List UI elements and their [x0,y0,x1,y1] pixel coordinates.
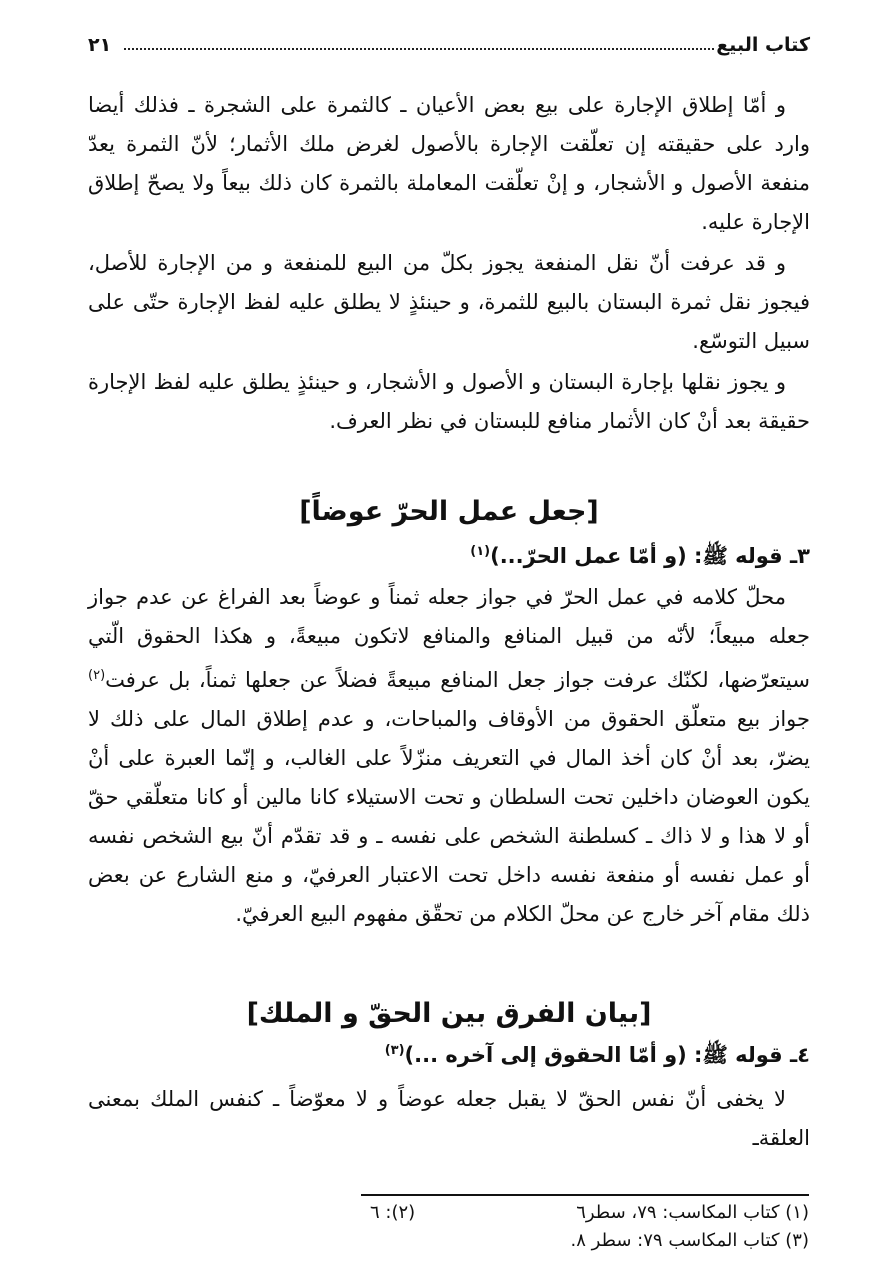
footnote: (٣) كتاب المكاسب ٧٩: سطر ٨. [570,1230,809,1251]
book-title: كتاب البيع [716,34,810,56]
section-text [88,578,810,934]
paragraph-part: محلّ كلامه في عمل الحرّ في جواز جعله ثمناً و عوضاً بعد الفراغ عن عدم جواز جعله مبيعاً؛ لأنّه من قبيل المنافع والمنافع لاتكون مبيعةً، و هكذا الحقوق الّتي سيتعرّضها، لكنّك عرفت جواز جعل المنافع مبيعةً فضلاً عن جعلها ثمناً، بل عرفت [88,585,810,692]
footnote-ref: (٣) [384,1043,405,1058]
intro-text [88,86,810,441]
section-heading: [جعل عمل الحرّ عوضاً] [299,496,599,527]
quote-label: ٣ـ قوله ﷺ: (و أمّا عمل الحرّ...) [490,544,810,568]
running-header [88,30,810,60]
header-dot-leader [124,48,714,50]
page-number: ٢١ [88,34,112,56]
footnote-rule [361,1194,809,1196]
paragraph: و أمّا إطلاق الإجارة على بيع بعض الأعيان ـ كالثمرة على الشجرة ـ فذلك أيضا وارد على حقيقته إن تعلّقت الإجارة بالأصول لغرض ملك الأثمار؛ لأنّ الثمرة يعدّ منفعة الأصول و الأشجار، و إنْ تعلّقت المعاملة بالثمرة كان ذلك بيعاً ولا يصحّ إطلاق الإجارة عليه. [88,93,810,234]
paragraph: و قد عرفت أنّ نقل المنفعة يجوز بكلّ من البيع للمنفعة و من الإجارة للأصل، فيجوز نقل ثمرة البستان بالبيع للثمرة، و حينئذٍ لا يطلق عليه لفظ الإجارة حتّى على سبيل التوسّع. [88,251,810,353]
section-text [88,1080,810,1158]
quote-line [88,1042,810,1073]
quote-label: ٤ـ قوله ﷺ: (و أمّا الحقوق إلى آخره ...) [404,1043,810,1067]
footnote: (٢): ٦ [370,1202,416,1223]
quote-line [88,543,810,574]
paragraph-part: جواز بيع متعلّق الحقوق من الأوقاف والمباحات، و عدم إطلاق المال على ذلك لا يضرّ، بعد أنْ كان أخذ المال في التعريف منزّلاً على الغالب، و إنّما العبرة على أنْ يكون العوضان داخلين تحت السلطان و تحت الاستيلاء كانا مالين أو كانا متعلّقي حقّ أو لا هذا و لا ذاك ـ كسلطنة الشخص على نفسه ـ و قد تقدّم أنّ بيع الشخص نفسه أو عمل نفسه أو منفعة نفسه داخل تحت الاعتبار العرفيّ، و منع الشارع عن بعض ذلك مقام آخر خارج عن محلّ الكلام من تحقّق مفهوم البيع العرفيّ. [88,707,810,926]
paragraph [88,578,810,934]
footnote-ref: (٢) [88,668,106,683]
paragraph: و يجوز نقلها بإجارة البستان و الأصول و الأشجار، و حينئذٍ يطلق عليه لفظ الإجارة حقيقة بعد أنْ كان الأثمار منافع للبستان في نظر العرف. [88,370,810,433]
paragraph: لا يخفى أنّ نفس الحقّ لا يقبل جعله عوضاً و لا معوّضاً ـ كنفس الملك بمعنى العلقةـ [88,1087,810,1150]
footnote-ref: (١) [470,544,491,559]
footnote: (١) كتاب المكاسب: ٧٩، سطر٦ [576,1202,809,1223]
section-heading: [بيان الفرق بين الحقّ و الملك] [246,998,652,1029]
